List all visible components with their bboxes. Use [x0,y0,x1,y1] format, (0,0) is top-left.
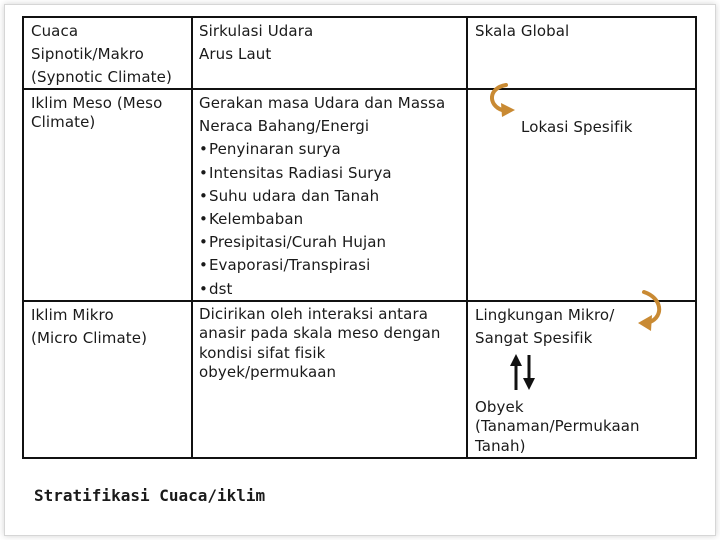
cell-line: (Tanaman/Permukaan [475,417,640,436]
cell-line: Iklim Mikro [31,306,114,324]
cell-line: (Micro Climate) [31,329,148,348]
down-arrow-icon [523,355,535,390]
cell-line: Skala Global [475,22,570,40]
cell-line: Sangat Spesifik [475,329,593,348]
cell-line: Tanah) [475,436,526,455]
cell-line: Lokasi Spesifik [521,118,633,136]
cell-line: Cuaca [31,22,79,40]
cell-line: Iklim Meso (Meso [31,94,163,112]
bullet-item: • Intensitas Radiasi Surya [199,162,445,185]
bullet-item: • Penyinaran surya [199,138,445,161]
cell-line: Obyek [475,398,524,416]
bullet-item: • Kelembaban [199,208,445,231]
cell-line: Neraca Bahang/Energi [199,117,370,136]
cell-line: Sipnotik/Makro [31,45,144,64]
cell-line: kondisi sifat fisik [199,343,326,362]
cell-line: Climate) [31,113,96,132]
curved-arrow-icon [492,85,515,117]
cell-line: Lingkungan Mikro/ [475,306,615,324]
bullet-item: • dst [199,278,445,301]
cell-line: Sirkulasi Udara [199,22,314,40]
up-arrow-icon [510,354,522,390]
slide-caption: Stratifikasi Cuaca/iklim [34,486,266,505]
cell-line: Arus Laut [199,45,272,64]
cell-line: Dicirikan oleh interaksi antara [199,305,429,323]
cell-line: (Sypnotic Climate) [31,68,172,87]
cell-line: obyek/permukaan [199,363,337,382]
cell-line: anasir pada skala meso dengan [199,324,441,343]
cell-line: Gerakan masa Udara dan Massa [199,94,446,112]
bullet-item: • Suhu udara dan Tanah [199,185,445,208]
bullet-item: • Presipitasi/Curah Hujan [199,231,445,254]
curved-arrow-icon [638,292,659,331]
bullet-item: • Evaporasi/Transpirasi [199,254,445,277]
